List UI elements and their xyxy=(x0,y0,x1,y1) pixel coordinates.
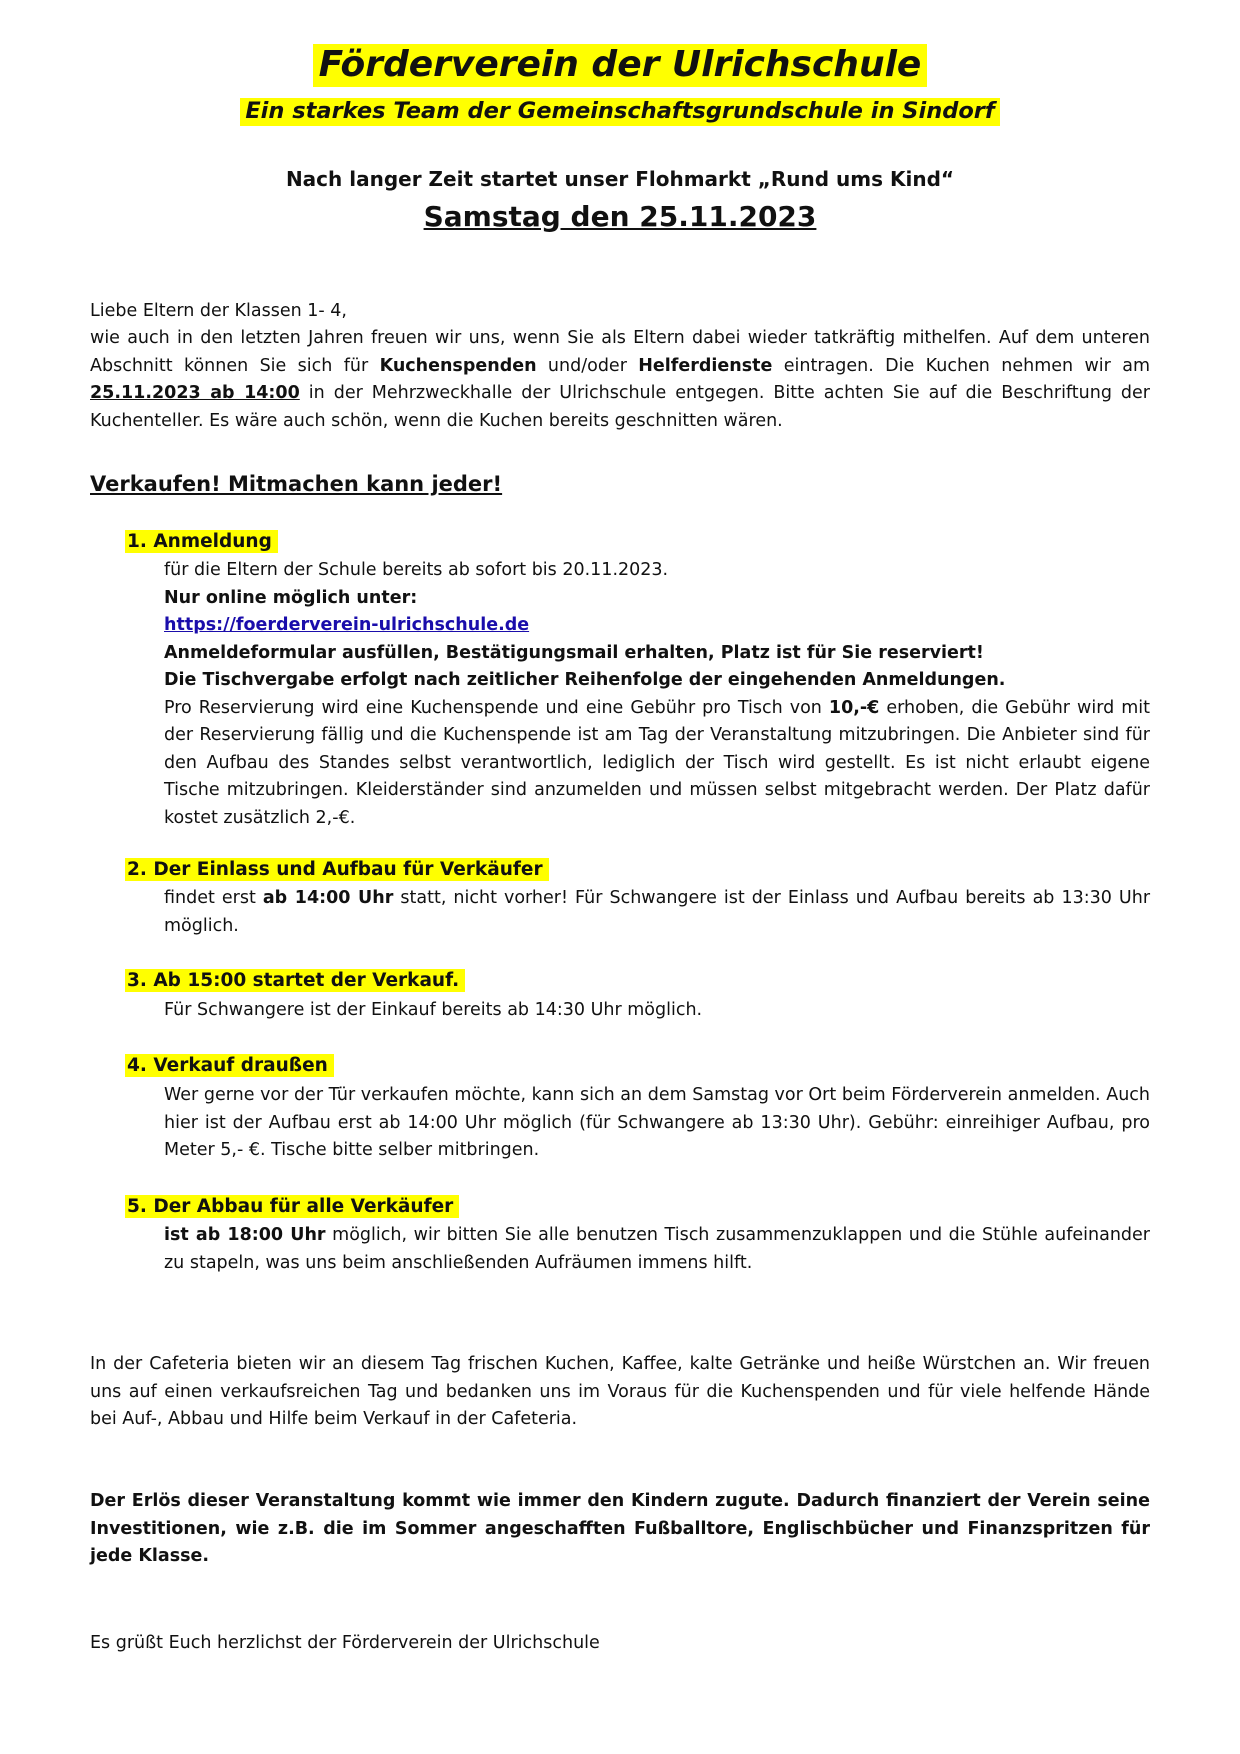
item-1-line-2: Nur online möglich unter: xyxy=(164,587,418,608)
event-date: Samstag den 25.11.2023 xyxy=(423,200,817,233)
item-1-heading-text: 1. Anmeldung xyxy=(125,530,278,553)
item-5-heading-text: 5. Der Abbau für alle Verkäufer xyxy=(125,1195,459,1218)
item-4-body: Wer gerne vor der Tür verkaufen möchte, kann sich an dem Samstag vor Ort beim Förderverein anmelden. Auch hier ist der Aufbau erst ab 14:00 Uhr möglich (für Schwangere ab 13:30 Uhr). Gebühr: einreihiger Aufbau, pro Meter 5,- €. Tische bitte selber mitbringen. xyxy=(164,1085,1150,1160)
item-1-heading xyxy=(125,531,278,552)
intro-greeting: Liebe Eltern der Klassen 1- 4, xyxy=(90,301,347,321)
subtitle-block xyxy=(0,98,1240,124)
item-2-text-2: statt, nicht vorher! Für Schwangere ist der Einlass und Aufbau bereits ab 13:30 Uhr möglich. xyxy=(164,888,1151,936)
item-5-text: möglich, wir bitten Sie alle benutzen Tisch zusammenzuklappen und die Stühle aufeinander zu stapeln, was uns beim anschließenden Aufräumen immens hilft. xyxy=(164,1225,1151,1273)
page-title: Förderverein der Ulrichschule xyxy=(313,44,928,87)
intro-text-2: und/oder xyxy=(536,355,639,376)
proceeds-paragraph: Der Erlös dieser Veranstaltung kommt wie immer den Kindern zugute. Dadurch finanziert der Verein seine Investitionen, wie z.B. die im Sommer angeschafften Fußballtore, Englischbücher und Finanzspritzen für jede Klasse. xyxy=(90,1491,1150,1566)
cafeteria-paragraph: In der Cafeteria bieten wir an diesem Tag frischen Kuchen, Kaffee, kalte Getränke und heiße Würstchen an. Wir freuen uns auf einen verkaufsreichen Tag und bedanken uns im Voraus für die Kuchenspenden und für viele helfende Hände bei Auf-, Abbau und Hilfe beim Verkauf in der Cafeteria. xyxy=(90,1354,1150,1429)
item-3-heading xyxy=(125,970,465,991)
intro-text-4: in der Mehrzweckhalle der Ulrichschule entgegen. Bitte achten Sie auf die Beschriftung der Kuchenteller. Es wäre auch schön, wenn die Kuchen bereits geschnitten wären. xyxy=(90,383,1150,431)
item-5-heading xyxy=(125,1196,459,1217)
item-5-time: ist ab 18:00 Uhr xyxy=(164,1225,326,1245)
registration-link[interactable]: https://foerderverein-ulrichschule.de xyxy=(164,615,530,635)
announcement: Nach langer Zeit startet unser Flohmarkt „Rund ums Kind“ xyxy=(285,167,955,191)
intro-text-1: wie auch in den letzten Jahren freuen wir uns, wenn Sie als Eltern dabei wieder tatkräftig mithelfen. Auf dem unteren Abschnitt können Sie sich für xyxy=(90,328,1150,376)
item-1-body xyxy=(164,557,1150,832)
page-subtitle: Ein starkes Team der Gemeinschaftsgrundschule in Sindorf xyxy=(240,98,999,126)
item-1-paragraph xyxy=(164,695,1150,833)
intro-bold-cakes: Kuchenspenden xyxy=(379,355,537,376)
title-block xyxy=(0,44,1240,85)
item-4-heading xyxy=(125,1055,334,1076)
item-5-body xyxy=(164,1222,1150,1277)
item-1-line-4: Die Tischvergabe erfolgt nach zeitlicher Reihenfolge der eingehenden Anmeldungen. xyxy=(164,670,1006,690)
item-1-para-text-1: Pro Reservierung wird eine Kuchenspende und eine Gebühr pro Tisch von xyxy=(164,697,829,718)
item-1-line-3: Anmeldeformular ausfüllen, Bestätigungsmail erhalten, Platz ist für Sie reserviert! xyxy=(164,642,984,663)
intro-text-3: eintragen. Die Kuchen nehmen wir am xyxy=(772,355,1150,376)
item-2-body xyxy=(164,885,1150,940)
intro-bold-date: 25.11.2023 ab 14:00 xyxy=(90,383,300,403)
item-2-text-1: findet erst xyxy=(164,888,263,908)
item-3-body: Für Schwangere ist der Einkauf bereits ab 14:30 Uhr möglich. xyxy=(164,1000,703,1020)
item-1-fee: 10,-€ xyxy=(828,697,880,718)
item-2-heading xyxy=(125,859,549,880)
item-1-para-text-2: erhoben, die Gebühr wird mit der Reservierung fällig und die Kuchenspende ist am Tag der Veranstaltung mitzubringen. Die Anbieter sind für den Aufbau des Standes selbst verantwortlich, lediglich der Tisch wird gestellt. Es ist nicht erlaubt eigene Tische mitzubringen. Kleiderständer sind anzumelden und müssen selbst mitgebracht werden. Der Platz dafür kostet zusätzlich 2,-€. xyxy=(164,697,1150,828)
item-2-time: ab 14:00 Uhr xyxy=(262,888,394,908)
item-4-heading-text: 4. Verkauf draußen xyxy=(125,1054,334,1077)
intro-paragraph xyxy=(90,325,1150,435)
item-1-line-1: für die Eltern der Schule bereits ab sofort bis 20.11.2023. xyxy=(164,560,669,580)
closing-line: Es grüßt Euch herzlichst der Förderverein der Ulrichschule xyxy=(90,1633,600,1653)
item-3-heading-text: 3. Ab 15:00 startet der Verkauf. xyxy=(125,969,465,992)
sell-heading: Verkaufen! Mitmachen kann jeder! xyxy=(90,472,503,496)
intro-bold-helpers: Helferdienste xyxy=(638,355,773,376)
item-2-heading-text: 2. Der Einlass und Aufbau für Verkäufer xyxy=(125,858,549,881)
